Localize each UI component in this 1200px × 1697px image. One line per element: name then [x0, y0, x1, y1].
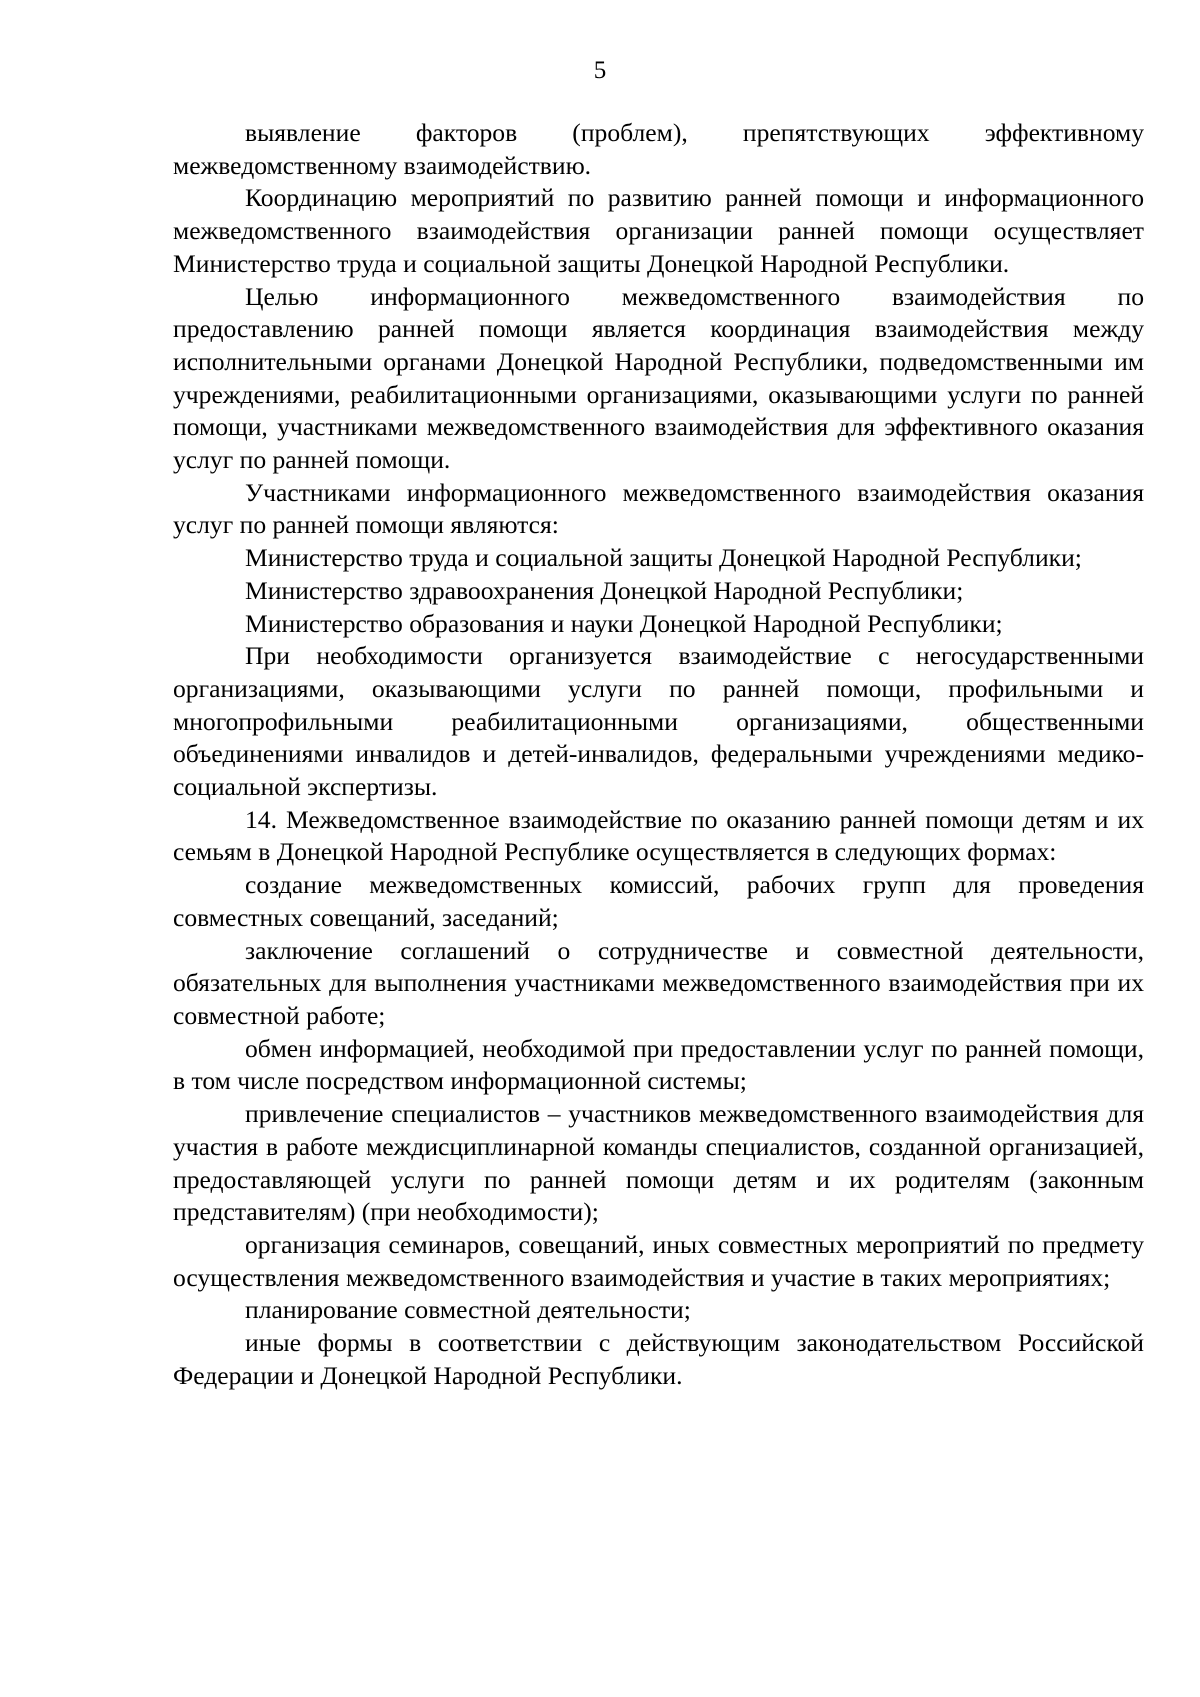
paragraph: заключение соглашений о сотрудничестве и совместной деятельности, обязательных для выполнения участниками межведомственного взаимодействия при их совместной работе; — [173, 935, 1144, 1030]
paragraph: организация семинаров, совещаний, иных совместных мероприятий по предмету осуществления межведомственного взаимодействия и участие в таких мероприятиях; — [173, 1229, 1144, 1292]
paragraph: Министерство труда и социальной защиты Донецкой Народной Республики; — [245, 543, 1082, 573]
paragraph: Министерство образования и науки Донецкой Народной Республики; — [245, 608, 1003, 638]
paragraph: выявление факторов (проблем), препятствующих эффективному межведомственному взаимодействию. — [173, 118, 1144, 180]
paragraph: Участниками информационного межведомственного взаимодействия оказания услуг по ранней помощи являются: — [173, 477, 1144, 540]
paragraph: Целью информационного межведомственного взаимодействия по предоставлению ранней помощи является координация взаимодействия между исполнительными органами Донецкой Народной Республики, подведомственными им учреждениями, реабилитационными организациями, оказывающими услуги по ранней помощи, участниками межведомственного взаимодействия для эффективного оказания услуг по ранней помощи. — [173, 281, 1144, 475]
paragraph: При необходимости организуется взаимодействие с негосударственными организациями, оказывающими услуги по ранней помощи, профильными и многопрофильными реабилитационными организациями, общественными объединениями инвалидов и детей-инвалидов, федеральными учреждениями медико-социальной экспертизы. — [173, 641, 1144, 802]
paragraph: планирование совместной деятельности; — [245, 1295, 691, 1325]
document-body — [173, 117, 1144, 1392]
paragraph: 14. Межведомственное взаимодействие по оказанию ранней помощи детям и их семьям в Донецкой Народной Республике осуществляется в следующих формах: — [173, 804, 1144, 867]
paragraph: Министерство здравоохранения Донецкой Народной Республики; — [245, 575, 964, 605]
paragraph: создание межведомственных комиссий, рабочих групп для проведения совместных совещаний, заседаний; — [173, 870, 1144, 932]
paragraph: иные формы в соответствии с действующим законодательством Российской Федерации и Донецкой Народной Республики. — [173, 1328, 1144, 1390]
paragraph: обмен информацией, необходимой при предоставлении услуг по ранней помощи, в том числе посредством информационной системы; — [173, 1033, 1144, 1096]
paragraph: привлечение специалистов – участников межведомственного взаимодействия для участия в работе междисциплинарной команды специалистов, созданной организацией, предоставляющей услуги по ранней помощи детям и их родителям (законным представителям) (при необходимости); — [173, 1099, 1144, 1227]
page-number: 5 — [593, 57, 607, 84]
paragraph: Координацию мероприятий по развитию ранней помощи и информационного межведомственного взаимодействия организации ранней помощи осуществляет Министерство труда и социальной защиты Донецкой Народной Республики. — [173, 183, 1144, 278]
